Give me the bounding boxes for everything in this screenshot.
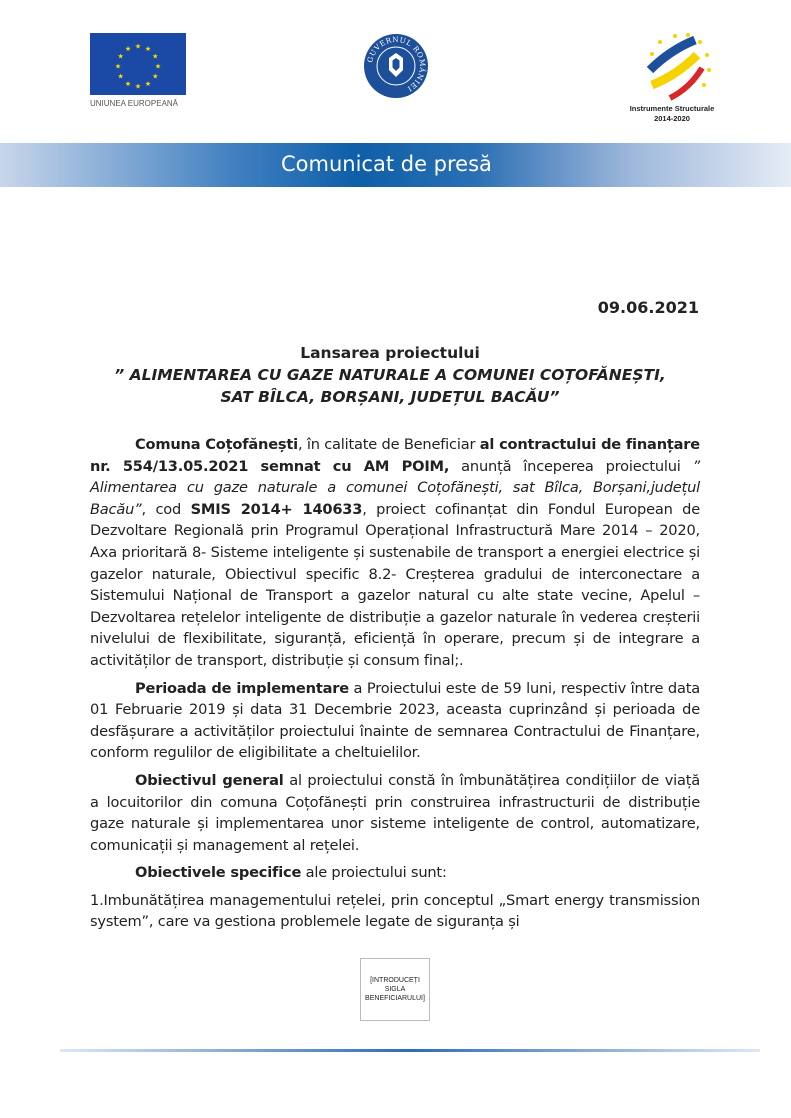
is-years: 2014-2020 [654,114,690,123]
eu-star-icon: ★ [152,72,159,81]
eu-star-icon: ★ [117,72,124,81]
objective-item-1: 1.Imbunătățirea managementului rețelei, prin conceptul „Smart energy transmission system”, care va gestiona problemele legate de siguranța și [90,891,700,931]
paragraph-period [90,678,700,764]
instrumente-structurale-logo [630,30,720,110]
beneficiary-logo-placeholder: [INTRODUCEȚI SIGLA BENEFICIARULUI] [360,958,430,1021]
period-heading: Perioada de implementare [135,679,349,697]
document-title [60,342,720,408]
eu-star-icon: ★ [144,45,152,54]
banner-title: Comunicat de presă [281,152,492,176]
text: a Proiectului este de 59 luni, respectiv între data 01 Februarie 2019 și data 31 Decembrie 2023, aceasta cuprinzând și perioada de desfășurare a activităților proiectului înainte de semnarea Contractului de Finanțare, conform regulilor de eligibilitate a cheltuielilor. [90,679,701,762]
eu-star-icon: ★ [117,52,124,61]
beneficiary: Comuna Coțofănești [135,436,298,453]
release-date: 09.06.2021 [597,298,699,317]
eu-star-icon: ★ [114,62,122,71]
eu-star-icon: ★ [154,62,162,71]
eu-label: UNIUNEA EUROPEANĂ [90,99,179,108]
text: al proiectului constă în îmbunătățirea condițiilor de viață a locuitorilor din comuna Coțofănești prin construirea infrastructurii de distribuție gaze naturale și implementarea unor sisteme inteligente de control, automatizare, comunicații și management al rețelei. [90,771,700,854]
paragraph-intro [90,434,700,672]
project-name: ” Alimentarea cu gaze naturale a comunei Coțofănești, sat Bîlca, Borșani,județul Bacău” [90,457,700,518]
document-body [90,434,700,939]
gov-seal-text: GUVERNUL ROMÂNIEI [365,34,428,94]
eu-flag-logo [90,33,186,95]
eu-star-icon: ★ [152,52,159,61]
is-label-text: Instrumente Structurale [629,104,715,113]
eu-star-icon: ★ [144,79,152,88]
text: ale proiectului sunt: [301,864,447,882]
romanian-government-seal [363,33,429,99]
paragraph-general-objective [90,770,700,856]
eu-star-icon: ★ [124,79,132,88]
press-release-banner [0,143,791,187]
paragraph-specific-objectives [90,862,700,884]
eu-star-icon: ★ [134,42,142,51]
eu-star-icon: ★ [124,45,132,54]
instrumente-structurale-label [612,104,732,124]
text: , cod [141,500,191,518]
eu-star-icon: ★ [134,82,142,91]
title-line-3: SAT BÎLCA, BORȘANI, JUDEȚUL BACĂU” [220,388,560,406]
title-line-2: ” ALIMENTAREA CU GAZE NATURALE A COMUNEI COȚOFĂNEȘTI, [114,366,666,384]
objective-heading: Obiectivul general [135,771,284,789]
text: , proiect cofinanțat din Fondul European de Dezvoltare Regională prin Programul Operațional Infrastructură Mare 2014 – 2020, Axa prioritară 8- Sisteme inteligente și sustenabile de transport a energiei electrice și gazelor naturale, Obiectivul specific 8.2- Creșterea gradului de interconectare a Sistemului Național de Transport a gazelor natural cu alte state vecine, Apelul – Dezvoltarea rețelelor inteligente de distribuție a gazelor naturale în vederea creșterii nivelului de flexibilitate, siguranță, eficiență în operare, precum și de integrare a activităților de transport, distribuție și consum final;. [90,500,700,669]
text: anunță începerea proiectului [449,457,693,475]
title-line-1: Lansarea proiectului [300,344,480,362]
footer-divider [60,1049,760,1052]
text: , în calitate de Beneficiar [297,436,480,453]
specific-heading: Obiectivele specifice [135,864,302,882]
contract: al contractului de finanțare nr. 554/13.05.2021 semnat cu AM POIM, [90,436,701,475]
smis-code: SMIS 2014+ 140633 [190,500,363,518]
